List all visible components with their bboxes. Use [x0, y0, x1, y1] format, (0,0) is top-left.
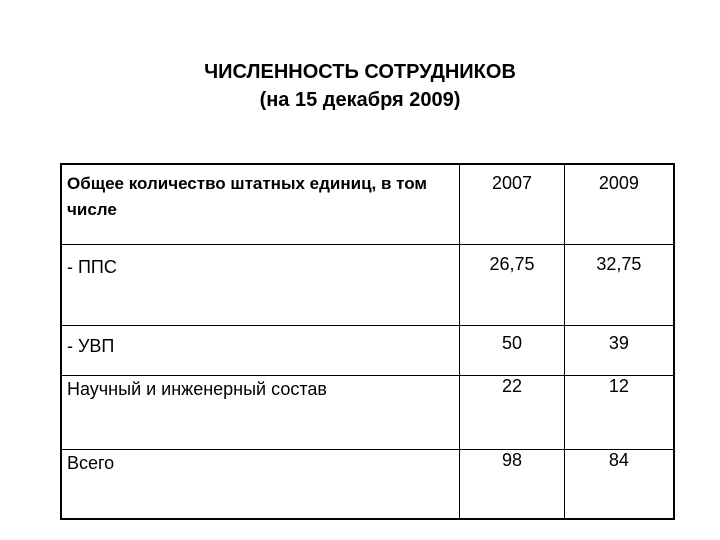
table-total-row	[61, 450, 674, 520]
title-line-1: ЧИСЛЕННОСТЬ СОТРУДНИКОВ	[204, 61, 516, 83]
header-year-2007-cell: 2007	[460, 164, 564, 245]
page-title	[0, 58, 720, 114]
value-2007-cell: 22	[460, 376, 564, 450]
value-2009-cell: 32,75	[564, 245, 674, 326]
staff-count-table	[60, 163, 675, 520]
value-2009-cell: 12	[564, 376, 674, 450]
row-label-cell: Всего	[61, 450, 460, 520]
header-label-cell: Общее количество штатных единиц, в том числе	[61, 164, 460, 245]
table-row	[61, 245, 674, 326]
value-2007-cell: 98	[460, 450, 564, 520]
table-header-row	[61, 164, 674, 245]
value-2009-cell: 84	[564, 450, 674, 520]
row-label-cell: Научный и инженерный состав	[61, 376, 460, 450]
header-year-2009-cell: 2009	[564, 164, 674, 245]
value-2009-cell: 39	[564, 326, 674, 376]
row-label-cell: - УВП	[61, 326, 460, 376]
table-row	[61, 326, 674, 376]
row-label-cell: - ППС	[61, 245, 460, 326]
table-row	[61, 376, 674, 450]
value-2007-cell: 50	[460, 326, 564, 376]
title-line-2: (на 15 декабря 2009)	[259, 89, 461, 111]
value-2007-cell: 26,75	[460, 245, 564, 326]
